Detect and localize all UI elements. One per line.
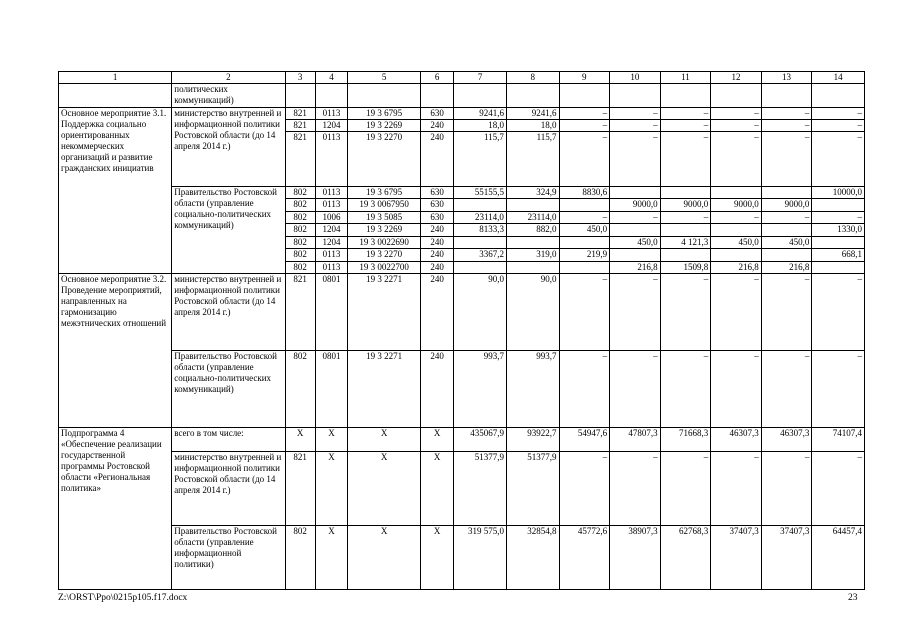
executor-cell: политических коммуникаций) (172, 84, 285, 108)
table-cell: 64457,4 (812, 526, 865, 590)
table-cell: 55155,5 (454, 187, 507, 199)
header-cell: 7 (454, 72, 507, 84)
table-cell: 630 (421, 199, 454, 212)
table-cell (454, 199, 507, 212)
table-cell: 802 (285, 224, 315, 237)
table-cell: 19 3 5085 (348, 212, 421, 224)
table-cell (285, 84, 315, 108)
table-cell: 240 (421, 224, 454, 237)
header-cell: 5 (348, 72, 421, 84)
table-cell: 821 (285, 120, 315, 132)
table-cell (711, 224, 762, 237)
table-cell (559, 237, 610, 249)
table-cell: – (812, 132, 865, 187)
table-cell: 37407,3 (761, 526, 812, 590)
table-cell: – (711, 351, 762, 428)
table-cell: 8133,3 (454, 224, 507, 237)
table-cell: 18,0 (454, 120, 507, 132)
table-cell: – (559, 212, 610, 224)
table-cell: 0113 (315, 199, 347, 212)
table-cell (454, 262, 507, 274)
table-cell (559, 84, 610, 108)
table-cell: 115,7 (454, 132, 507, 187)
table-cell: 240 (421, 120, 454, 132)
table-cell (506, 262, 559, 274)
table-cell: – (660, 452, 711, 526)
table-cell: – (761, 132, 812, 187)
table-cell: 90,0 (506, 274, 559, 351)
table-cell: 240 (421, 274, 454, 351)
table-cell: 0113 (315, 262, 347, 274)
page-number: 23 (848, 593, 858, 603)
table-cell: 821 (285, 452, 315, 526)
table-cell: 216,8 (761, 262, 812, 274)
table-cell: 19 3 6795 (348, 187, 421, 199)
table-cell: – (610, 452, 661, 526)
table-cell: 216,8 (711, 262, 762, 274)
table-cell: – (711, 452, 762, 526)
table-cell (610, 249, 661, 262)
table-cell: 435067,9 (454, 428, 507, 452)
table-cell (711, 187, 762, 199)
table-cell: – (610, 108, 661, 120)
header-cell: 1 (59, 72, 172, 84)
table-cell (421, 84, 454, 108)
table-cell: 630 (421, 108, 454, 120)
table-cell: 240 (421, 237, 454, 249)
table-cell (506, 237, 559, 249)
table-row (59, 428, 865, 452)
header-row (59, 72, 865, 84)
table-cell: X (421, 526, 454, 590)
table-cell: 240 (421, 132, 454, 187)
table-cell: – (660, 132, 711, 187)
table-cell: X (421, 428, 454, 452)
table-cell: 46307,3 (711, 428, 762, 452)
table-cell: 802 (285, 526, 315, 590)
table-cell: 1509,8 (660, 262, 711, 274)
table-row (59, 351, 865, 428)
table-cell: – (559, 351, 610, 428)
table-cell (348, 84, 421, 108)
table-cell: 19 3 2269 (348, 224, 421, 237)
table-cell: 10000,0 (812, 187, 865, 199)
table-cell (660, 187, 711, 199)
budget-table (58, 71, 865, 590)
table-cell: – (610, 132, 661, 187)
table-cell: 1330,0 (812, 224, 865, 237)
table-cell: 1006 (315, 212, 347, 224)
table-cell: 90,0 (454, 274, 507, 351)
table-cell: 9241,6 (506, 108, 559, 120)
table-cell: 802 (285, 187, 315, 199)
table-cell (711, 249, 762, 262)
table-cell: – (761, 108, 812, 120)
table-cell (610, 84, 661, 108)
table-cell: 1204 (315, 120, 347, 132)
table-cell: – (559, 120, 610, 132)
table-cell: 450,0 (761, 237, 812, 249)
table-cell: 821 (285, 132, 315, 187)
table-cell: 240 (421, 351, 454, 428)
table-cell (506, 84, 559, 108)
table-cell: 46307,3 (761, 428, 812, 452)
table-cell: 115,7 (506, 132, 559, 187)
table-cell: – (812, 452, 865, 526)
table-row (59, 84, 865, 108)
table-cell: – (812, 212, 865, 224)
table-cell: 630 (421, 187, 454, 199)
table-cell: – (812, 274, 865, 351)
table-cell: X (315, 452, 347, 526)
table-cell: 19 3 0022700 (348, 262, 421, 274)
table-cell: 19 3 2271 (348, 274, 421, 351)
table-cell: 802 (285, 262, 315, 274)
table-cell: – (660, 120, 711, 132)
measure-name-cell: Основное мероприятие 3.2. Проведение мероприятий, направленных на гармонизацию межэтнических отношений (59, 274, 172, 428)
table-cell: – (660, 108, 711, 120)
table-cell: – (812, 351, 865, 428)
table-cell: 38907,3 (610, 526, 661, 590)
table-cell: 19 3 2270 (348, 132, 421, 187)
table-cell: 0113 (315, 132, 347, 187)
table-cell: – (711, 212, 762, 224)
table-cell: 0113 (315, 249, 347, 262)
table-cell (711, 84, 762, 108)
table-cell: – (761, 351, 812, 428)
table-cell: 240 (421, 249, 454, 262)
file-path: Z:\ORST\Ppo\0215p105.f17.docx (58, 593, 188, 603)
table-row (59, 526, 865, 590)
table-cell: – (610, 274, 661, 351)
table-cell: 821 (285, 108, 315, 120)
executor-cell: Правительство Ростовской области (управление информационной политики) (172, 526, 285, 590)
header-cell: 4 (315, 72, 347, 84)
table-cell (761, 224, 812, 237)
table-cell: – (711, 274, 762, 351)
header-cell: 12 (711, 72, 762, 84)
table-cell: 45772,6 (559, 526, 610, 590)
table-cell (761, 84, 812, 108)
table-cell: – (610, 120, 661, 132)
header-cell: 9 (559, 72, 610, 84)
table-cell (454, 84, 507, 108)
table-cell: 93922,7 (506, 428, 559, 452)
table-cell: 802 (285, 212, 315, 224)
table-cell: – (761, 120, 812, 132)
table-cell: 3367,2 (454, 249, 507, 262)
table-cell: 54947,6 (559, 428, 610, 452)
table-cell: 1204 (315, 224, 347, 237)
header-cell: 10 (610, 72, 661, 84)
table-cell: 0801 (315, 351, 347, 428)
table-cell (812, 262, 865, 274)
table-cell: 993,7 (454, 351, 507, 428)
table-cell: 19 3 6795 (348, 108, 421, 120)
table-cell: 47807,3 (610, 428, 661, 452)
table-cell: 802 (285, 249, 315, 262)
table-cell: 19 3 0022690 (348, 237, 421, 249)
table-cell: – (610, 212, 661, 224)
table-cell: – (559, 132, 610, 187)
table-row (59, 187, 865, 199)
table-cell: 23114,0 (506, 212, 559, 224)
table-cell: 882,0 (506, 224, 559, 237)
table-cell (761, 187, 812, 199)
table-cell: 219,9 (559, 249, 610, 262)
table-cell: 23114,0 (454, 212, 507, 224)
table-cell: – (711, 120, 762, 132)
table-cell: 37407,3 (711, 526, 762, 590)
table-cell: – (711, 132, 762, 187)
executor-cell: всего в том числе: (172, 428, 285, 452)
table-cell: 319,0 (506, 249, 559, 262)
table-row (59, 108, 865, 120)
table-cell: 668,1 (812, 249, 865, 262)
table-row (59, 274, 865, 351)
table-cell (812, 237, 865, 249)
table-cell: 802 (285, 199, 315, 212)
table-cell: 32854,8 (506, 526, 559, 590)
table-cell (506, 199, 559, 212)
table-cell (761, 249, 812, 262)
table-cell: 216,8 (610, 262, 661, 274)
table-cell: 9000,0 (711, 199, 762, 212)
table-cell: – (711, 108, 762, 120)
header-cell: 13 (761, 72, 812, 84)
table-cell (315, 84, 347, 108)
table-body (59, 72, 865, 590)
table-cell: 19 3 2269 (348, 120, 421, 132)
table-cell: 4 121,3 (660, 237, 711, 249)
table-cell: 802 (285, 237, 315, 249)
table-cell: – (761, 274, 812, 351)
table-cell (660, 84, 711, 108)
table-cell: 19 3 2271 (348, 351, 421, 428)
table-cell: 450,0 (559, 224, 610, 237)
table-cell: 19 3 0067950 (348, 199, 421, 212)
table-cell: 1204 (315, 237, 347, 249)
table-cell: X (348, 526, 421, 590)
table-cell: – (559, 274, 610, 351)
table-cell: 62768,3 (660, 526, 711, 590)
header-cell: 2 (172, 72, 285, 84)
table-cell: 9000,0 (761, 199, 812, 212)
executor-cell: Правительство Ростовской области (управление социально-политических коммуникаций) (172, 351, 285, 428)
table-cell (59, 84, 172, 108)
executor-cell: министерство внутренней и информационной политики Ростовской области (до 14 апреля 2014 г.) (172, 452, 285, 526)
header-cell: 11 (660, 72, 711, 84)
table-cell: – (812, 108, 865, 120)
table-cell: 319 575,0 (454, 526, 507, 590)
table-cell (610, 187, 661, 199)
table-cell (454, 237, 507, 249)
header-cell: 8 (506, 72, 559, 84)
table-cell: 821 (285, 274, 315, 351)
table-cell: 19 3 2270 (348, 249, 421, 262)
table-cell: 9241,6 (454, 108, 507, 120)
table-cell: – (761, 452, 812, 526)
table-cell: 802 (285, 351, 315, 428)
table-cell: – (660, 274, 711, 351)
table-cell (660, 224, 711, 237)
header-cell: 3 (285, 72, 315, 84)
table-cell (812, 199, 865, 212)
table-cell: 51377,9 (454, 452, 507, 526)
executor-cell: Правительство Ростовской области (управление социально-политических коммуникаций) (172, 187, 285, 274)
table-cell: X (315, 428, 347, 452)
table-cell: 74107,4 (812, 428, 865, 452)
table-cell: X (421, 452, 454, 526)
executor-cell: министерство внутренней и информационной политики Ростовской области (до 14 апреля 2014 г.) (172, 274, 285, 351)
table-cell: 993,7 (506, 351, 559, 428)
table-cell: 450,0 (711, 237, 762, 249)
table-cell: 0113 (315, 187, 347, 199)
table-cell: X (315, 526, 347, 590)
table-cell: – (660, 212, 711, 224)
table-cell: 71668,3 (660, 428, 711, 452)
table-cell: 51377,9 (506, 452, 559, 526)
table-cell: – (559, 452, 610, 526)
table-cell (559, 262, 610, 274)
table-cell: – (559, 108, 610, 120)
table-cell: – (812, 120, 865, 132)
table-cell: – (660, 351, 711, 428)
table-cell: 630 (421, 212, 454, 224)
table-cell: 324,9 (506, 187, 559, 199)
table-cell: 450,0 (610, 237, 661, 249)
table-cell: 240 (421, 262, 454, 274)
table-cell: 9000,0 (610, 199, 661, 212)
table-cell: 9000,0 (660, 199, 711, 212)
table-cell: X (348, 452, 421, 526)
table-cell (610, 224, 661, 237)
header-cell: 14 (812, 72, 865, 84)
table-cell: – (610, 351, 661, 428)
table-cell: 0113 (315, 108, 347, 120)
executor-cell: министерство внутренней и информационной политики Ростовской области (до 14 апреля 2014 г.) (172, 108, 285, 187)
table-cell: 0801 (315, 274, 347, 351)
table-cell: – (761, 212, 812, 224)
header-cell: 6 (421, 72, 454, 84)
table-row (59, 452, 865, 526)
table-cell: 18,0 (506, 120, 559, 132)
table-cell: 8830,6 (559, 187, 610, 199)
table-cell: X (348, 428, 421, 452)
table-cell (812, 84, 865, 108)
subprogram-name-cell: Подпрограмма 4 «Обеспечение реализации государственной программы Ростовской области «Региональная политика» (59, 428, 172, 590)
table-cell (559, 199, 610, 212)
table-cell (660, 249, 711, 262)
table-cell: X (285, 428, 315, 452)
measure-name-cell: Основное мероприятие 3.1. Поддержка социально ориентированных некоммерческих организаций и развитие гражданских инициатив (59, 108, 172, 274)
